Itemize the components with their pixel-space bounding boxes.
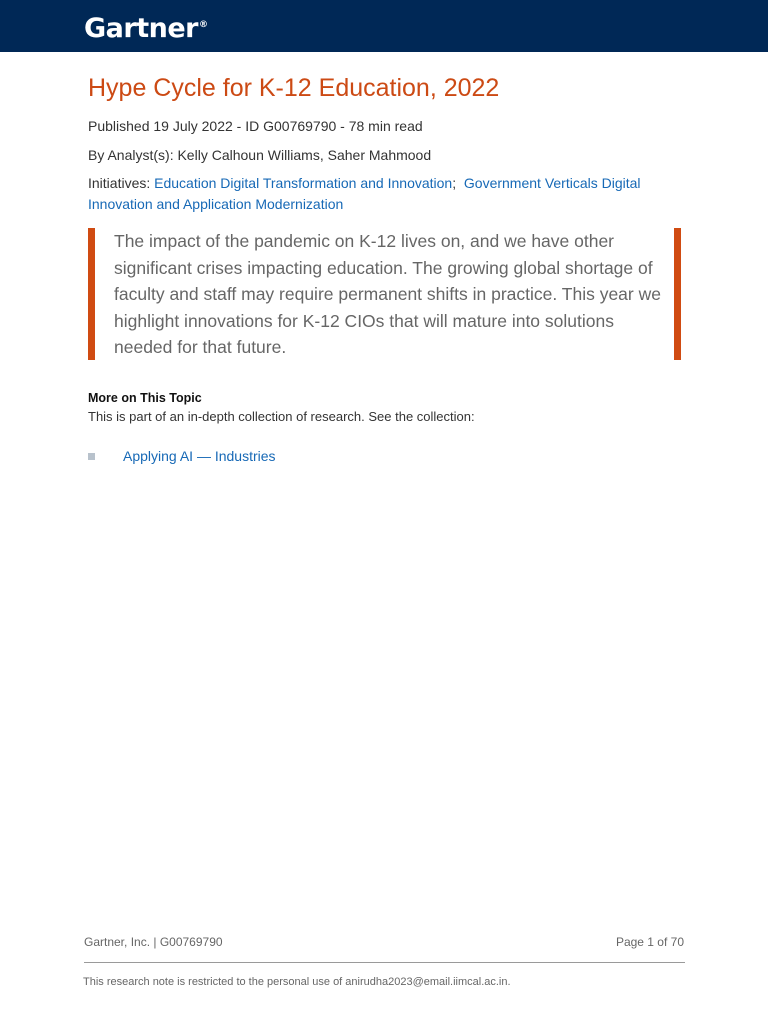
logo-text: Gartner (84, 13, 198, 44)
document-title: Hype Cycle for K-12 Education, 2022 (88, 74, 500, 102)
more-on-topic-description: This is part of an in-depth collection of research. See the collection: (88, 409, 475, 424)
gartner-logo (84, 8, 208, 46)
summary-callout (88, 228, 681, 360)
header-bar (0, 0, 768, 52)
usage-restriction-note: This research note is restricted to the personal use of anirudha2023@email.iimcal.ac.in. (83, 976, 511, 988)
analysts-info: By Analyst(s): Kelly Calhoun Williams, Saher Mahmood (88, 147, 432, 163)
more-on-topic-heading: More on This Topic (88, 391, 202, 405)
initiatives-separator: ; (452, 175, 457, 191)
initiative-link-education[interactable]: Education Digital Transformation and Innovation (154, 175, 453, 191)
footer-source: Gartner, Inc. | G00769790 (84, 935, 223, 949)
list-bullet-icon (88, 453, 95, 460)
initiatives-label: Initiatives: (88, 175, 151, 191)
summary-text: The impact of the pandemic on K-12 lives on, and we have other significant crises impacting education. The growing global shortage of faculty and staff may require permanent shifts in practice. This year we highlight innovations for K-12 CIOs that will mature into solutions needed for that future. (114, 231, 661, 357)
published-info: Published 19 July 2022 - ID G00769790 - 78 min read (88, 118, 423, 134)
registered-mark: ® (198, 20, 208, 30)
initiative-link-government[interactable]: Government Verticals Digital Innovation and Application Modernization (88, 175, 641, 212)
footer-divider (84, 962, 685, 963)
page-number: Page 1 of 70 (615, 935, 684, 949)
collection-link-applying-ai[interactable]: Applying AI — Industries (123, 448, 276, 464)
initiatives (88, 173, 688, 214)
